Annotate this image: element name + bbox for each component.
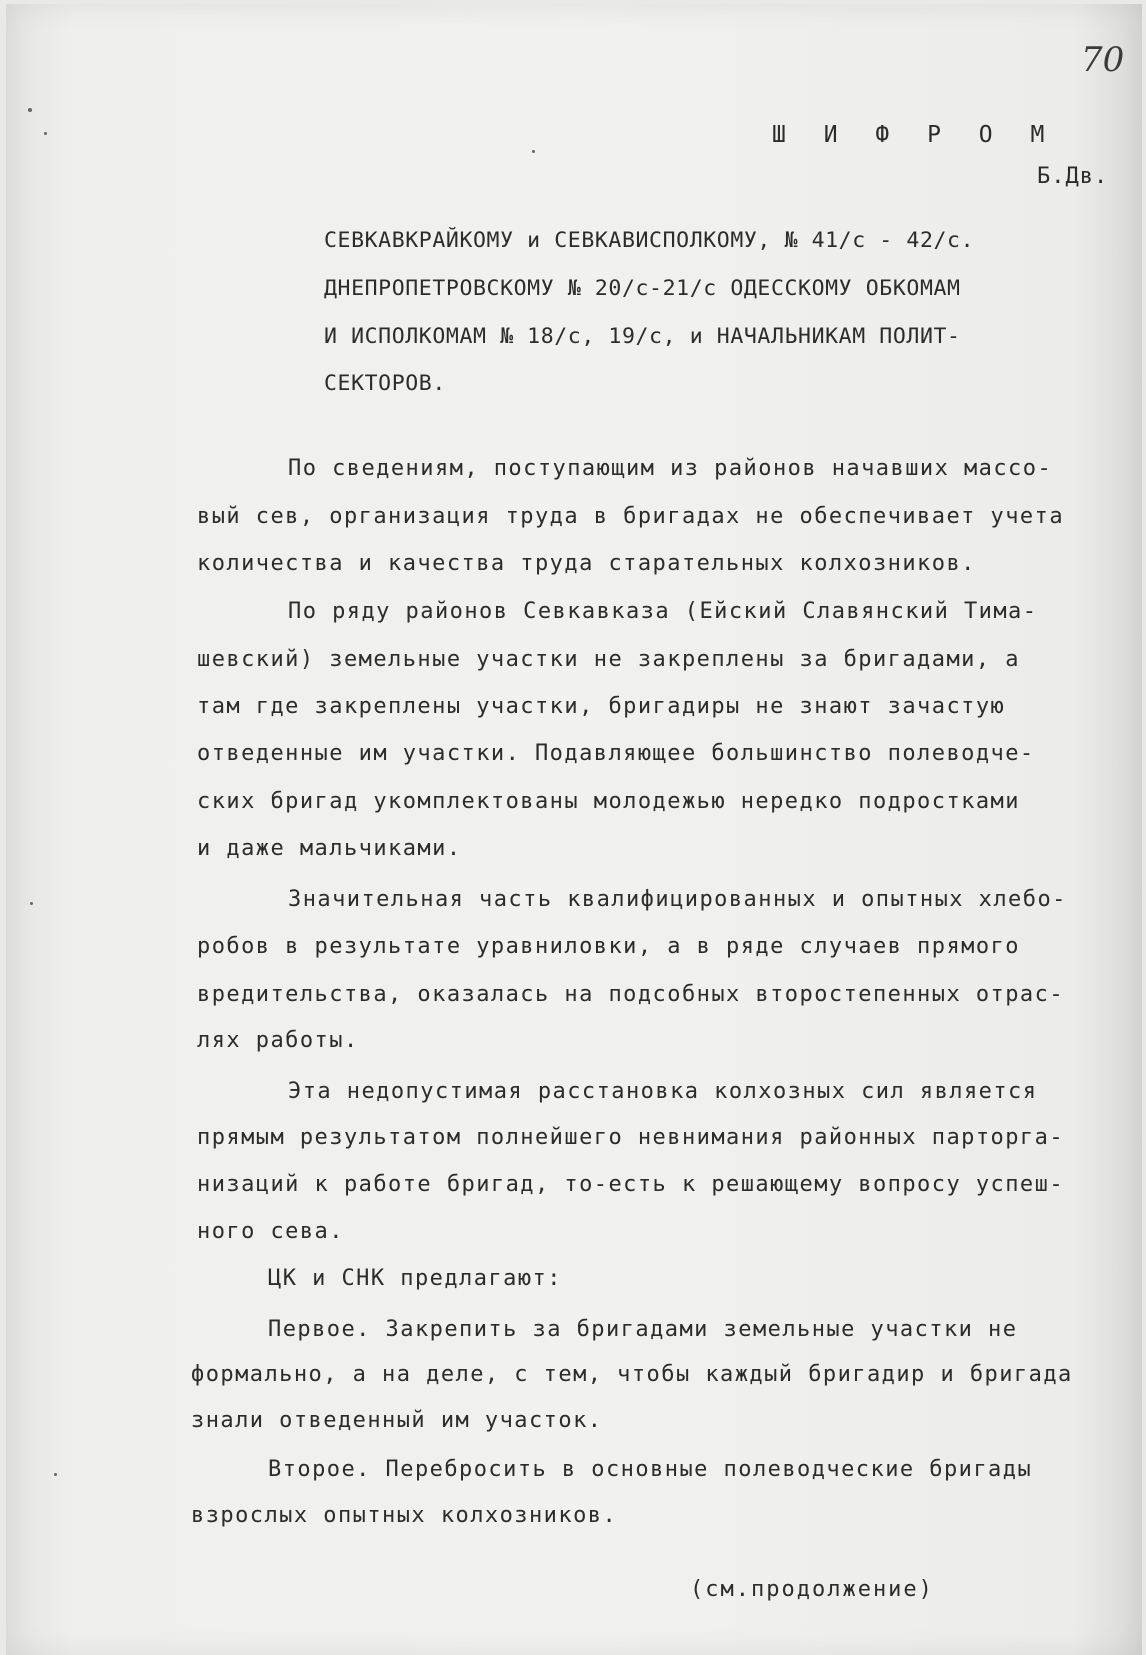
paper-speck [44, 132, 47, 135]
body-line: ских бригад укомплектованы молодежью нередко подростками [197, 789, 1020, 814]
body-line: формально, а на деле, с тем, чтобы каждый бригадир и бригада [191, 1362, 1073, 1387]
paper-speck [28, 108, 32, 112]
body-line: отведенные им участки. Подавляющее большинство полеводче- [197, 741, 1035, 766]
body-line: ного сева. [197, 1219, 344, 1244]
paper-speck [54, 1473, 57, 1476]
body-line: Первое. Закрепить за бригадами земельные участки не [268, 1317, 1018, 1342]
paper-speck [30, 902, 33, 905]
continuation-note: (см.продолжение) [690, 1577, 934, 1602]
body-line: прямым результатом полнейшего невнимания районных парторга- [197, 1125, 1065, 1150]
body-line: лях работы. [197, 1028, 359, 1053]
addressee-line: СЕВКАВКРАЙКОМУ и СЕВКАВИСПОЛКОМУ, № 41/с - 42/с. [324, 228, 975, 253]
body-line: По ряду районов Севкавказа (Ейский Славянский Тима- [288, 599, 1038, 624]
body-line: знали отведенный им участок. [191, 1408, 603, 1433]
body-line: робов в результате уравниловки, а в ряде случаев прямого [197, 934, 1020, 959]
body-line: Значительная часть квалифицированных и опытных хлебо- [288, 887, 1067, 912]
addressee-line: СЕКТОРОВ. [324, 371, 446, 396]
cipher-stamp: Ш И Ф Р О М [772, 122, 1057, 148]
page-number: 70 [1081, 40, 1125, 80]
initials: Б.Дв. [1037, 164, 1109, 189]
body-line: Второе. Перебросить в основные полеводческие бригады [268, 1457, 1033, 1482]
body-line: там где закреплены участки, бригадиры не знают зачастую [197, 694, 1006, 719]
body-line: По сведениям, поступающим из районов начавших массо- [288, 456, 1053, 481]
body-line: вый сев, организация труда в бригадах не обеспечивает учета [197, 504, 1065, 529]
body-line: шевский) земельные участки не закреплены за бригадами, а [197, 647, 1020, 672]
body-line: низаций к работе бригад, то-есть к решающему вопросу успеш- [197, 1172, 1065, 1197]
body-line: количества и качества труда старательных колхозников. [197, 551, 976, 576]
paper-speck [532, 150, 535, 153]
body-line: Эта недопустимая расстановка колхозных сил является [288, 1079, 1038, 1104]
body-line: вредительства, оказалась на подсобных второстепенных отрас- [197, 982, 1065, 1007]
addressee-line: ДНЕПРОПЕТРОВСКОМУ № 20/с-21/с ОДЕССКОМУ ОБКОМАМ [324, 276, 961, 301]
body-line: и даже мальчиками. [197, 836, 462, 861]
document-page [6, 4, 1142, 1655]
addressee-line: И ИСПОЛКОМАМ № 18/с, 19/с, и НАЧАЛЬНИКАМ ПОЛИТ- [324, 324, 961, 349]
body-line: ЦК и СНК предлагают: [268, 1266, 562, 1291]
body-line: взрослых опытных колхозников. [191, 1503, 618, 1528]
